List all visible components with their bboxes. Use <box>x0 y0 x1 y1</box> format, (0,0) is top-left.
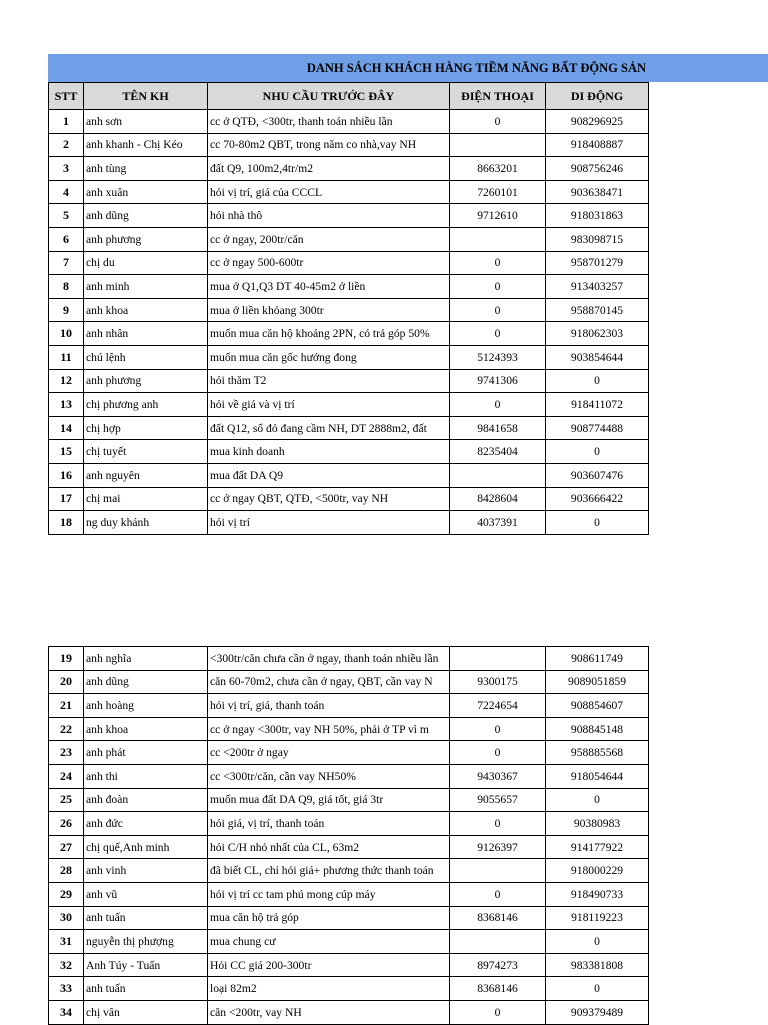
table-row <box>49 369 649 393</box>
cell-stt[interactable]: 13 <box>49 393 84 417</box>
cell-previous-need[interactable]: cc 70-80m2 QBT, trong năm co nhà,vay NH <box>208 133 450 157</box>
customer-table-2 <box>48 646 649 1025</box>
cell-stt[interactable]: 8 <box>49 275 84 299</box>
cell-stt[interactable]: 30 <box>49 906 84 930</box>
cell-mobile[interactable]: 913403257 <box>546 275 649 299</box>
table-row <box>49 227 649 251</box>
cell-phone[interactable]: 8368146 <box>450 906 546 930</box>
cell-customer-name[interactable]: chị quế,Anh minh <box>84 835 208 859</box>
cell-phone[interactable] <box>450 227 546 251</box>
cell-phone[interactable]: 0 <box>450 741 546 765</box>
table-row <box>49 859 649 883</box>
cell-phone[interactable] <box>450 133 546 157</box>
table-row <box>49 440 649 464</box>
cell-previous-need[interactable]: <300tr/căn chưa cần ở ngay, thanh toán nhiều lần <box>208 647 450 671</box>
cell-phone[interactable]: 8663201 <box>450 157 546 181</box>
cell-stt[interactable]: 27 <box>49 835 84 859</box>
cell-phone[interactable]: 8368146 <box>450 977 546 1001</box>
table-row <box>49 906 649 930</box>
cell-mobile[interactable]: 0 <box>546 511 649 535</box>
cell-mobile[interactable]: 9089051859 <box>546 670 649 694</box>
cell-stt[interactable]: 23 <box>49 741 84 765</box>
cell-phone[interactable]: 4037391 <box>450 511 546 535</box>
cell-previous-need[interactable]: căn 60-70m2, chưa cần ở ngay, QBT, cần vay N <box>208 670 450 694</box>
cell-customer-name[interactable]: anh tùng <box>84 157 208 181</box>
cell-phone[interactable]: 9712610 <box>450 204 546 228</box>
cell-mobile[interactable]: 983098715 <box>546 227 649 251</box>
table-row <box>49 670 649 694</box>
cell-previous-need[interactable]: mua ở liền khỏang 300tr <box>208 298 450 322</box>
cell-customer-name[interactable]: anh đức <box>84 812 208 836</box>
cell-customer-name[interactable]: anh phát <box>84 741 208 765</box>
sheet-title: DANH SÁCH KHÁCH HÀNG TIỀM NĂNG BẤT ĐỘNG SẢN <box>306 61 646 75</box>
cell-phone[interactable]: 0 <box>450 393 546 417</box>
cell-stt[interactable]: 7 <box>49 251 84 275</box>
table-row <box>49 157 649 181</box>
cell-phone[interactable]: 7224654 <box>450 694 546 718</box>
cell-customer-name[interactable]: anh vũ <box>84 882 208 906</box>
cell-customer-name[interactable]: anh dũng <box>84 670 208 694</box>
cell-stt[interactable]: 21 <box>49 694 84 718</box>
cell-previous-need[interactable]: hỏi C/H nhỏ nhất của CL, 63m2 <box>208 835 450 859</box>
cell-customer-name[interactable]: chị vân <box>84 1000 208 1024</box>
cell-phone[interactable] <box>450 463 546 487</box>
cell-stt[interactable]: 15 <box>49 440 84 464</box>
cell-previous-need[interactable]: mua kinh doanh <box>208 440 450 464</box>
cell-phone[interactable]: 0 <box>450 322 546 346</box>
cell-phone[interactable]: 9430367 <box>450 764 546 788</box>
cell-stt[interactable]: 6 <box>49 227 84 251</box>
cell-previous-need[interactable]: hỏi vị trí, giá, thanh toán <box>208 694 450 718</box>
cell-mobile[interactable]: 958870145 <box>546 298 649 322</box>
table-row <box>49 812 649 836</box>
cell-customer-name[interactable]: anh khoa <box>84 717 208 741</box>
cell-previous-need[interactable]: mua chung cư <box>208 930 450 954</box>
cell-phone[interactable]: 9126397 <box>450 835 546 859</box>
cell-previous-need[interactable]: căn <200tr, vay NH <box>208 1000 450 1024</box>
cell-previous-need[interactable]: Hỏi CC giá 200-300tr <box>208 953 450 977</box>
cell-phone[interactable]: 0 <box>450 1000 546 1024</box>
cell-customer-name[interactable]: chị phương anh <box>84 393 208 417</box>
cell-stt[interactable]: 4 <box>49 180 84 204</box>
table-row <box>49 204 649 228</box>
table-row <box>49 953 649 977</box>
cell-customer-name[interactable]: ng duy khánh <box>84 511 208 535</box>
cell-previous-need[interactable]: cc <200tr ở ngay <box>208 741 450 765</box>
cell-mobile[interactable]: 90380983 <box>546 812 649 836</box>
cell-stt[interactable]: 28 <box>49 859 84 883</box>
cell-previous-need[interactable]: hỏi về giá và vị trí <box>208 393 450 417</box>
cell-phone[interactable]: 8235404 <box>450 440 546 464</box>
table-row <box>49 487 649 511</box>
table-row <box>49 416 649 440</box>
table-row <box>49 393 649 417</box>
cell-stt[interactable]: 19 <box>49 647 84 671</box>
cell-stt[interactable]: 10 <box>49 322 84 346</box>
cell-stt[interactable]: 16 <box>49 463 84 487</box>
cell-customer-name[interactable]: anh khoa <box>84 298 208 322</box>
cell-mobile[interactable]: 918490733 <box>546 882 649 906</box>
cell-mobile[interactable]: 918062303 <box>546 322 649 346</box>
cell-stt[interactable]: 11 <box>49 345 84 369</box>
cell-mobile[interactable]: 908296925 <box>546 110 649 134</box>
cell-phone[interactable]: 0 <box>450 110 546 134</box>
cell-phone[interactable]: 5124393 <box>450 345 546 369</box>
cell-previous-need[interactable]: hỏi thăm T2 <box>208 369 450 393</box>
cell-mobile[interactable]: 903854644 <box>546 345 649 369</box>
cell-previous-need[interactable]: mua ở Q1,Q3 DT 40-45m2 ở liền <box>208 275 450 299</box>
cell-customer-name[interactable]: anh xuân <box>84 180 208 204</box>
cell-phone[interactable] <box>450 930 546 954</box>
cell-customer-name[interactable]: chị tuyết <box>84 440 208 464</box>
cell-customer-name[interactable]: anh phương <box>84 369 208 393</box>
cell-mobile[interactable]: 918031863 <box>546 204 649 228</box>
table-row <box>49 788 649 812</box>
cell-phone[interactable]: 0 <box>450 812 546 836</box>
cell-customer-name[interactable]: nguyễn thị phượng <box>84 930 208 954</box>
cell-previous-need[interactable]: đất Q9, 100m2,4tr/m2 <box>208 157 450 181</box>
cell-customer-name[interactable]: chị mai <box>84 487 208 511</box>
cell-customer-name[interactable]: anh tuấn <box>84 906 208 930</box>
cell-phone[interactable]: 0 <box>450 251 546 275</box>
cell-phone[interactable]: 8428604 <box>450 487 546 511</box>
cell-previous-need[interactable]: cc ở ngay 500-600tr <box>208 251 450 275</box>
cell-customer-name[interactable]: anh nguyên <box>84 463 208 487</box>
cell-stt[interactable]: 31 <box>49 930 84 954</box>
table-row <box>49 694 649 718</box>
cell-phone[interactable] <box>450 859 546 883</box>
table-row <box>49 322 649 346</box>
table-row <box>49 133 649 157</box>
cell-mobile[interactable]: 909379489 <box>546 1000 649 1024</box>
cell-phone[interactable]: 9300175 <box>450 670 546 694</box>
cell-stt[interactable]: 20 <box>49 670 84 694</box>
cell-previous-need[interactable]: muốn mua đất DA Q9, giá tốt, giá 3tr <box>208 788 450 812</box>
cell-mobile[interactable]: 0 <box>546 440 649 464</box>
cell-customer-name[interactable]: anh sơn <box>84 110 208 134</box>
cell-phone[interactable]: 0 <box>450 882 546 906</box>
cell-previous-need[interactable]: hỏi vị trí, giá của CCCL <box>208 180 450 204</box>
header-customer-name: TÊN KH <box>84 83 208 110</box>
table-row <box>49 275 649 299</box>
header-phone: ĐIỆN THOẠI <box>450 83 546 110</box>
customer-table-1 <box>48 82 649 535</box>
cell-previous-need[interactable]: muốn mua căn gốc hướng đong <box>208 345 450 369</box>
table-row <box>49 298 649 322</box>
cell-customer-name[interactable]: anh tuấn <box>84 977 208 1001</box>
cell-previous-need[interactable]: loại 82m2 <box>208 977 450 1001</box>
table-row <box>49 1000 649 1024</box>
cell-phone[interactable]: 0 <box>450 275 546 299</box>
cell-stt[interactable]: 34 <box>49 1000 84 1024</box>
cell-previous-need[interactable]: cc ở ngay QBT, QTĐ, <500tr, vay NH <box>208 487 450 511</box>
cell-customer-name[interactable]: anh đoàn <box>84 788 208 812</box>
cell-stt[interactable]: 33 <box>49 977 84 1001</box>
cell-stt[interactable]: 25 <box>49 788 84 812</box>
cell-previous-need[interactable]: cc ở ngay, 200tr/căn <box>208 227 450 251</box>
cell-phone[interactable]: 0 <box>450 298 546 322</box>
cell-mobile[interactable]: 908774488 <box>546 416 649 440</box>
cell-previous-need[interactable]: mua căn hộ trả góp <box>208 906 450 930</box>
cell-customer-name[interactable]: anh nghĩa <box>84 647 208 671</box>
cell-previous-need[interactable]: hỏi vị trí cc tam phú mong cúp máy <box>208 882 450 906</box>
table-row <box>49 463 649 487</box>
cell-mobile[interactable]: 903607476 <box>546 463 649 487</box>
header-row <box>49 83 649 110</box>
cell-previous-need[interactable]: mua đất DA Q9 <box>208 463 450 487</box>
cell-customer-name[interactable]: Anh Túy - Tuấn <box>84 953 208 977</box>
table-row <box>49 717 649 741</box>
cell-customer-name[interactable]: anh hoàng <box>84 694 208 718</box>
cell-stt[interactable]: 12 <box>49 369 84 393</box>
cell-customer-name[interactable]: anh khanh - Chị Kéo <box>84 133 208 157</box>
cell-stt[interactable]: 3 <box>49 157 84 181</box>
cell-customer-name[interactable]: chị hợp <box>84 416 208 440</box>
cell-mobile[interactable]: 0 <box>546 369 649 393</box>
header-previous-need: NHU CẦU TRƯỚC ĐÂY <box>208 83 450 110</box>
table-row <box>49 882 649 906</box>
cell-customer-name[interactable]: anh thi <box>84 764 208 788</box>
table-row <box>49 930 649 954</box>
cell-mobile[interactable]: 918054644 <box>546 764 649 788</box>
cell-stt[interactable]: 9 <box>49 298 84 322</box>
cell-customer-name[interactable]: anh minh <box>84 275 208 299</box>
cell-mobile[interactable]: 0 <box>546 977 649 1001</box>
table-row <box>49 977 649 1001</box>
cell-mobile[interactable]: 908756246 <box>546 157 649 181</box>
cell-mobile[interactable]: 908845148 <box>546 717 649 741</box>
cell-mobile[interactable]: 914177922 <box>546 835 649 859</box>
cell-customer-name[interactable]: anh nhân <box>84 322 208 346</box>
cell-previous-need[interactable]: hỏi nhà thô <box>208 204 450 228</box>
cell-stt[interactable]: 32 <box>49 953 84 977</box>
cell-mobile[interactable]: 918119223 <box>546 906 649 930</box>
header-mobile: DI ĐỘNG <box>546 83 649 110</box>
cell-stt[interactable]: 5 <box>49 204 84 228</box>
cell-phone[interactable]: 9841658 <box>450 416 546 440</box>
cell-mobile[interactable]: 918000229 <box>546 859 649 883</box>
cell-mobile[interactable]: 958701279 <box>546 251 649 275</box>
cell-mobile[interactable]: 983381808 <box>546 953 649 977</box>
cell-mobile[interactable]: 918408887 <box>546 133 649 157</box>
cell-previous-need[interactable]: cc ở QTĐ, <300tr, thanh toán nhiều lần <box>208 110 450 134</box>
cell-mobile[interactable]: 908854607 <box>546 694 649 718</box>
cell-mobile[interactable]: 958885568 <box>546 741 649 765</box>
cell-mobile[interactable]: 0 <box>546 788 649 812</box>
table-row <box>49 110 649 134</box>
cell-previous-need[interactable]: cc <300tr/căn, cần vay NH50% <box>208 764 450 788</box>
cell-stt[interactable]: 1 <box>49 110 84 134</box>
cell-mobile[interactable]: 918411072 <box>546 393 649 417</box>
table-row <box>49 835 649 859</box>
table-row <box>49 764 649 788</box>
cell-previous-need[interactable]: đất Q12, sổ đỏ đang cầm NH, DT 2888m2, đất <box>208 416 450 440</box>
cell-mobile[interactable]: 903666422 <box>546 487 649 511</box>
cell-stt[interactable]: 24 <box>49 764 84 788</box>
cell-stt[interactable]: 18 <box>49 511 84 535</box>
table-row <box>49 741 649 765</box>
header-stt: STT <box>49 83 84 110</box>
cell-previous-need[interactable]: muốn mua căn hộ khoảng 2PN, có trả góp 50% <box>208 322 450 346</box>
cell-previous-need[interactable]: hỏi giá, vị trí, thanh toán <box>208 812 450 836</box>
table-row <box>49 511 649 535</box>
table-row <box>49 180 649 204</box>
table-row <box>49 345 649 369</box>
cell-phone[interactable]: 9055657 <box>450 788 546 812</box>
cell-previous-need[interactable]: đã biết CL, chỉ hỏi giá+ phương thức thanh toán <box>208 859 450 883</box>
cell-previous-need[interactable]: cc ở ngay <300tr, vay NH 50%, phải ở TP vì m <box>208 717 450 741</box>
cell-customer-name[interactable]: chú lệnh <box>84 345 208 369</box>
cell-stt[interactable]: 22 <box>49 717 84 741</box>
table-row <box>49 647 649 671</box>
cell-customer-name[interactable]: anh vinh <box>84 859 208 883</box>
cell-phone[interactable]: 8974273 <box>450 953 546 977</box>
cell-previous-need[interactable]: hỏi vị trí <box>208 511 450 535</box>
cell-mobile[interactable]: 903638471 <box>546 180 649 204</box>
cell-phone[interactable]: 9741306 <box>450 369 546 393</box>
cell-mobile[interactable]: 908611749 <box>546 647 649 671</box>
cell-mobile[interactable]: 0 <box>546 930 649 954</box>
cell-phone[interactable]: 0 <box>450 717 546 741</box>
cell-stt[interactable]: 14 <box>49 416 84 440</box>
cell-stt[interactable]: 26 <box>49 812 84 836</box>
table-row <box>49 251 649 275</box>
cell-customer-name[interactable]: anh phương <box>84 227 208 251</box>
cell-phone[interactable] <box>450 647 546 671</box>
cell-stt[interactable]: 17 <box>49 487 84 511</box>
cell-phone[interactable]: 7260101 <box>450 180 546 204</box>
cell-customer-name[interactable]: chị du <box>84 251 208 275</box>
cell-customer-name[interactable]: anh dũng <box>84 204 208 228</box>
cell-stt[interactable]: 29 <box>49 882 84 906</box>
cell-stt[interactable]: 2 <box>49 133 84 157</box>
